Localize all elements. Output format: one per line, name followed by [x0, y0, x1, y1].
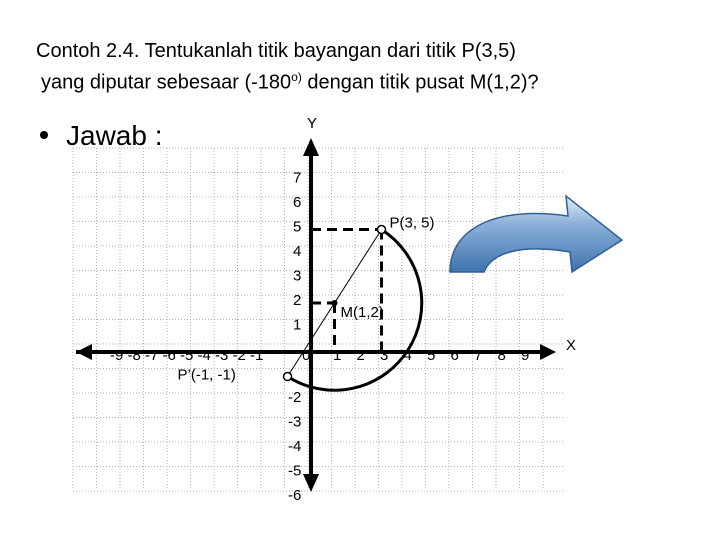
x-tick-label: 7	[474, 347, 483, 364]
problem-line-2-start: yang diputar sebesaar (-180	[41, 71, 292, 94]
point-p	[378, 226, 386, 234]
dashed-projection-lines	[311, 230, 382, 353]
rotation-arrow-icon	[450, 196, 622, 272]
point-p-label: P(3, 5)	[389, 214, 435, 232]
x-positive-tick-labels	[333, 347, 529, 364]
x-negative-tick-labels: -9 -8 -7 -6 -5 -4 -3 -2 -1	[110, 347, 264, 364]
x-axis-right-arrow	[540, 344, 556, 360]
degree-superscript: o)	[291, 70, 302, 84]
y-negative-tick-labels	[288, 389, 301, 504]
coordinate-grid	[73, 148, 565, 491]
point-p-prime	[284, 373, 292, 381]
y-axis-down-arrow	[303, 474, 319, 492]
y-positive-tick-labels	[293, 170, 301, 334]
x-tick-label: 1	[333, 347, 342, 364]
y-tick-label: -3	[288, 413, 302, 431]
answer-label: Jawab :	[66, 120, 163, 151]
y-tick-label: 6	[293, 194, 302, 211]
x-tick-label: 9	[521, 347, 530, 364]
x-axis-label: X	[566, 337, 577, 354]
point-p-prime-label: P’(-1, -1)	[177, 366, 236, 384]
y-axis-up-arrow	[303, 138, 319, 156]
y-tick-label: 2	[293, 292, 302, 309]
x-tick-label: 4	[403, 347, 412, 364]
y-axis-label: Y	[307, 115, 318, 132]
y-tick-label: 7	[293, 169, 302, 187]
x-tick-label: 6	[450, 347, 459, 364]
problem-line-1: Contoh 2.4. Tentukanlah titik bayangan dari titik P(3,5)	[36, 40, 516, 62]
y-tick-label: -6	[288, 487, 302, 504]
y-tick-label: 1	[293, 316, 302, 334]
x-tick-label: 3	[380, 347, 389, 364]
point-m	[332, 300, 338, 306]
y-tick-label: 5	[293, 218, 302, 236]
x-tick-label: 8	[497, 347, 506, 364]
y-tick-label: 3	[293, 267, 302, 285]
x-tick-label: 5	[427, 347, 436, 364]
x-origin-label: 0	[302, 347, 311, 364]
x-tick-label: 2	[356, 347, 365, 364]
y-tick-label: -4	[288, 438, 302, 455]
x-axis-left-arrow	[76, 344, 92, 360]
point-m-label: M(1,2)	[340, 304, 384, 321]
problem-line-2-end: dengan titik pusat M(1,2)?	[301, 71, 539, 94]
y-tick-label: -5	[288, 462, 302, 480]
y-tick-label: 4	[293, 243, 302, 260]
y-tick-label: -2	[288, 389, 302, 406]
